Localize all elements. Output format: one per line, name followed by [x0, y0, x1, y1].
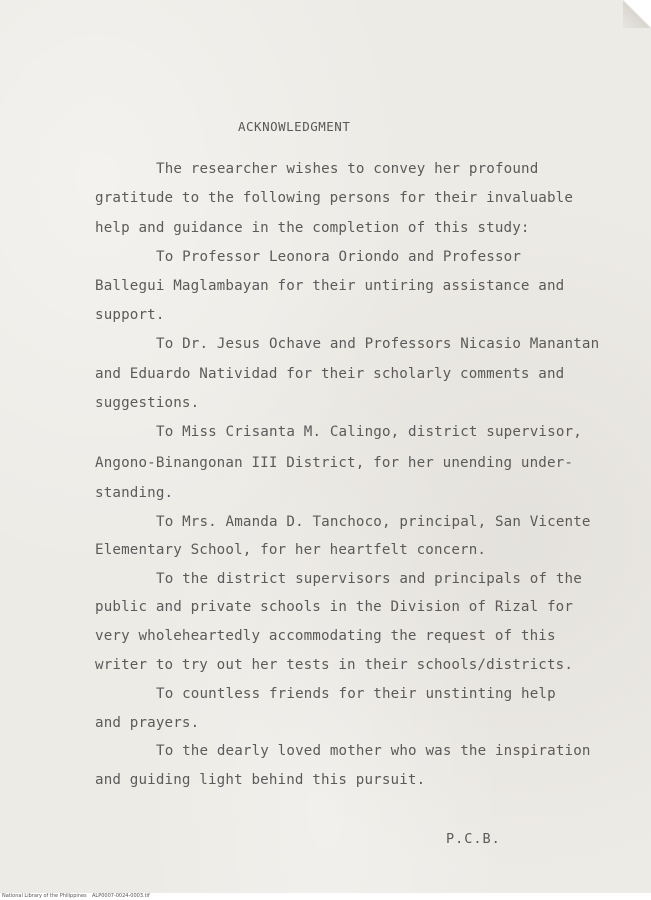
- footer-code: ALP0007-0024-0003.tif: [92, 893, 150, 899]
- text-line: To Professor Leonora Oriondo and Professor: [156, 249, 522, 265]
- text-line: To countless friends for their unstinting help: [156, 686, 556, 702]
- text-line: writer to try out her tests in their schools/districts.: [95, 657, 574, 673]
- text-line: To Dr. Jesus Ochave and Professors Nicasio Manantan: [156, 336, 600, 352]
- text-line: To Miss Crisanta M. Calingo, district supervisor,: [156, 424, 582, 440]
- text-line: and prayers.: [95, 715, 200, 731]
- text-line: To the dearly loved mother who was the inspiration: [156, 743, 591, 759]
- text-line: The researcher wishes to convey her profound: [156, 161, 539, 177]
- page-corner-fold: [623, 0, 651, 28]
- text-line: suggestions.: [95, 395, 200, 411]
- signature-initials: P.C.B.: [446, 831, 501, 847]
- text-line: help and guidance in the completion of this study:: [95, 220, 530, 236]
- text-line: To the district supervisors and principals of the: [156, 571, 582, 587]
- text-line: Elementary School, for her heartfelt concern.: [95, 542, 487, 558]
- text-line: standing.: [95, 485, 174, 501]
- scan-footer: [0, 893, 651, 900]
- footer-source: National Library of the Philippines: [2, 893, 87, 899]
- document-title: ACKNOWLEDGMENT: [238, 119, 351, 134]
- text-line: public and private schools in the Division of Rizal for: [95, 599, 574, 615]
- text-line: Ballegui Maglambayan for their untiring assistance and: [95, 278, 565, 294]
- text-line: and guiding light behind this pursuit.: [95, 772, 426, 788]
- text-line: Angono-Binangonan III District, for her unending under-: [95, 455, 574, 471]
- text-line: support.: [95, 307, 165, 323]
- text-line: gratitude to the following persons for their invaluable: [95, 190, 574, 206]
- text-line: and Eduardo Natividad for their scholarly comments and: [95, 366, 565, 382]
- text-line: very wholeheartedly accommodating the request of this: [95, 628, 556, 644]
- text-line: To Mrs. Amanda D. Tanchoco, principal, San Vicente: [156, 514, 591, 530]
